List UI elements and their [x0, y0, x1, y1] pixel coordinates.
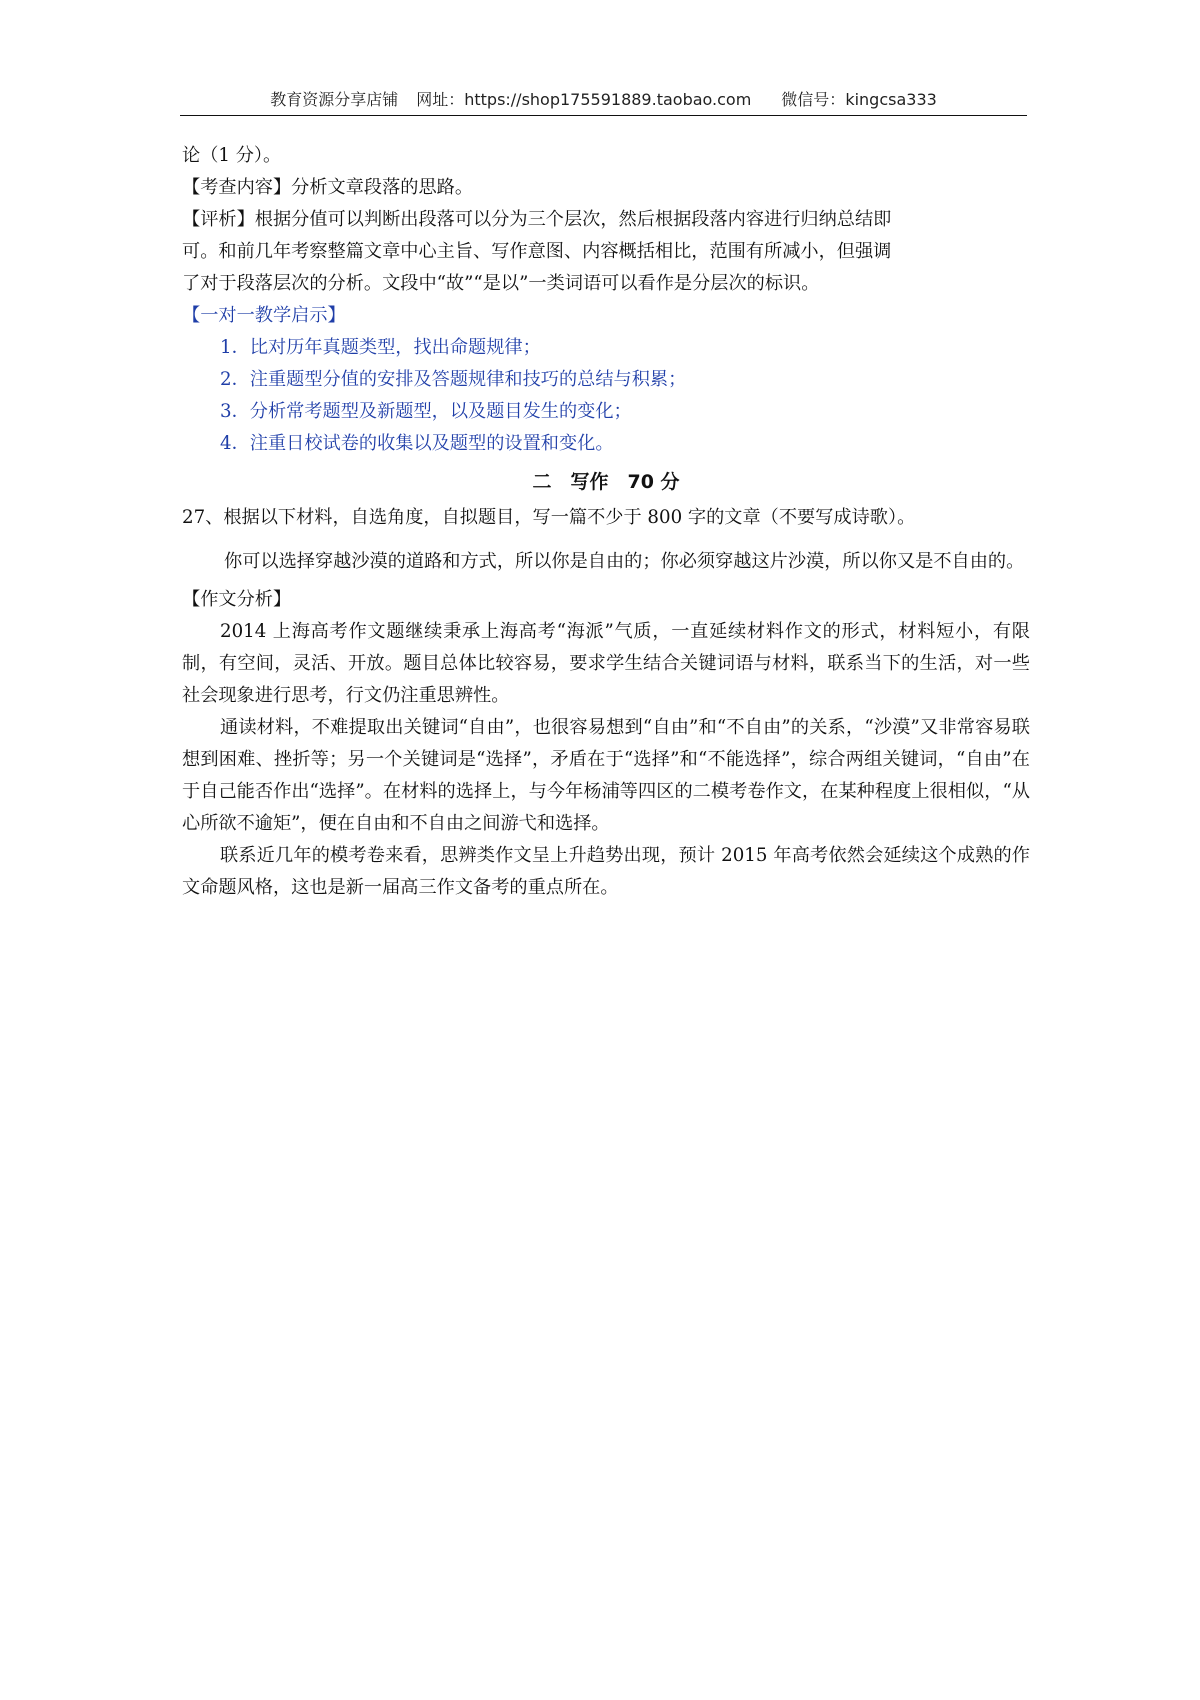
- teaching-item: 1．比对历年真题类型，找出命题规律；: [220, 337, 541, 358]
- top-line-1: 论（1 分）。: [182, 145, 282, 166]
- analysis-paragraph: 通读材料，不难提取出关键词“自由”，也很容易想到“自由”和“不自由”的关系，“沙漠”又非常容易联想到困难、挫折等；另一个关键词是“选择”，矛盾在于“选择”和“不能选择”，综合两组关键词，“自由”在于自己能否作出“选择”。在材料的选择上，与今年杨浦等四区的二模考卷作文，在某种程度上很相似，“从心所欲不逾矩”，便在自由和不自由之间游弋和选择。: [182, 717, 1030, 834]
- evaluation-line: 了对于段落层次的分析。文段中“故”“是以”一类词语可以看作是分层次的标识。: [182, 273, 820, 294]
- shop-name: 教育资源分享店铺: [270, 90, 399, 109]
- analysis-title: 【作文分析】: [182, 589, 292, 610]
- teaching-item: 4．注重日校试卷的收集以及题型的设置和变化。: [220, 433, 614, 454]
- wechat-label: 微信号：: [781, 90, 846, 109]
- analysis-paragraph: 联系近几年的模考卷来看，思辨类作文呈上升趋势出现，预计 2015 年高考依然会延续这个成熟的作文命题风格，这也是新一届高三作文备考的重点所在。: [182, 845, 1030, 898]
- question-27: 27、根据以下材料，自选角度，自拟题目，写一篇不少于 800 字的文章（不要写成诗歌）。: [182, 507, 916, 528]
- teaching-list: [182, 332, 1030, 460]
- evaluation-line: 可。和前几年考察整篇文章中心主旨、写作意图、内容概括相比，范围有所减小，但强调: [182, 241, 892, 262]
- shop-url[interactable]: https://shop175591889.taobao.com: [464, 90, 752, 109]
- document-body: [182, 140, 1030, 904]
- material-text: 你可以选择穿越沙漠的道路和方式，所以你是自由的；你必须穿越这片沙漠，所以你又是不自由的。: [224, 551, 1025, 572]
- url-label: 网址：: [416, 90, 465, 109]
- header-rule: [180, 115, 1027, 116]
- analysis-paragraph: 2014 上海高考作文题继续秉承上海高考“海派”气质，一直延续材料作文的形式，材料短小，有限制，有空间，灵活、开放。题目总体比较容易，要求学生结合关键词语与材料，联系当下的生活，对一些社会现象进行思考，行文仍注重思辨性。: [182, 621, 1030, 706]
- evaluation-line: 【评析】根据分值可以判断出段落可以分为三个层次，然后根据段落内容进行归纳总结即: [182, 209, 892, 230]
- section-title: 二 写作 70 分: [532, 471, 680, 493]
- wechat-id: kingcsa333: [845, 90, 937, 109]
- teaching-title: 【一对一教学启示】: [182, 305, 346, 326]
- exam-content-line: 【考查内容】分析文章段落的思路。: [182, 177, 474, 198]
- teaching-item: 2．注重题型分值的安排及答题规律和技巧的总结与积累；: [220, 369, 687, 390]
- teaching-item: 3．分析常考题型及新题型，以及题目发生的变化；: [220, 401, 632, 422]
- page-header: [180, 86, 1027, 114]
